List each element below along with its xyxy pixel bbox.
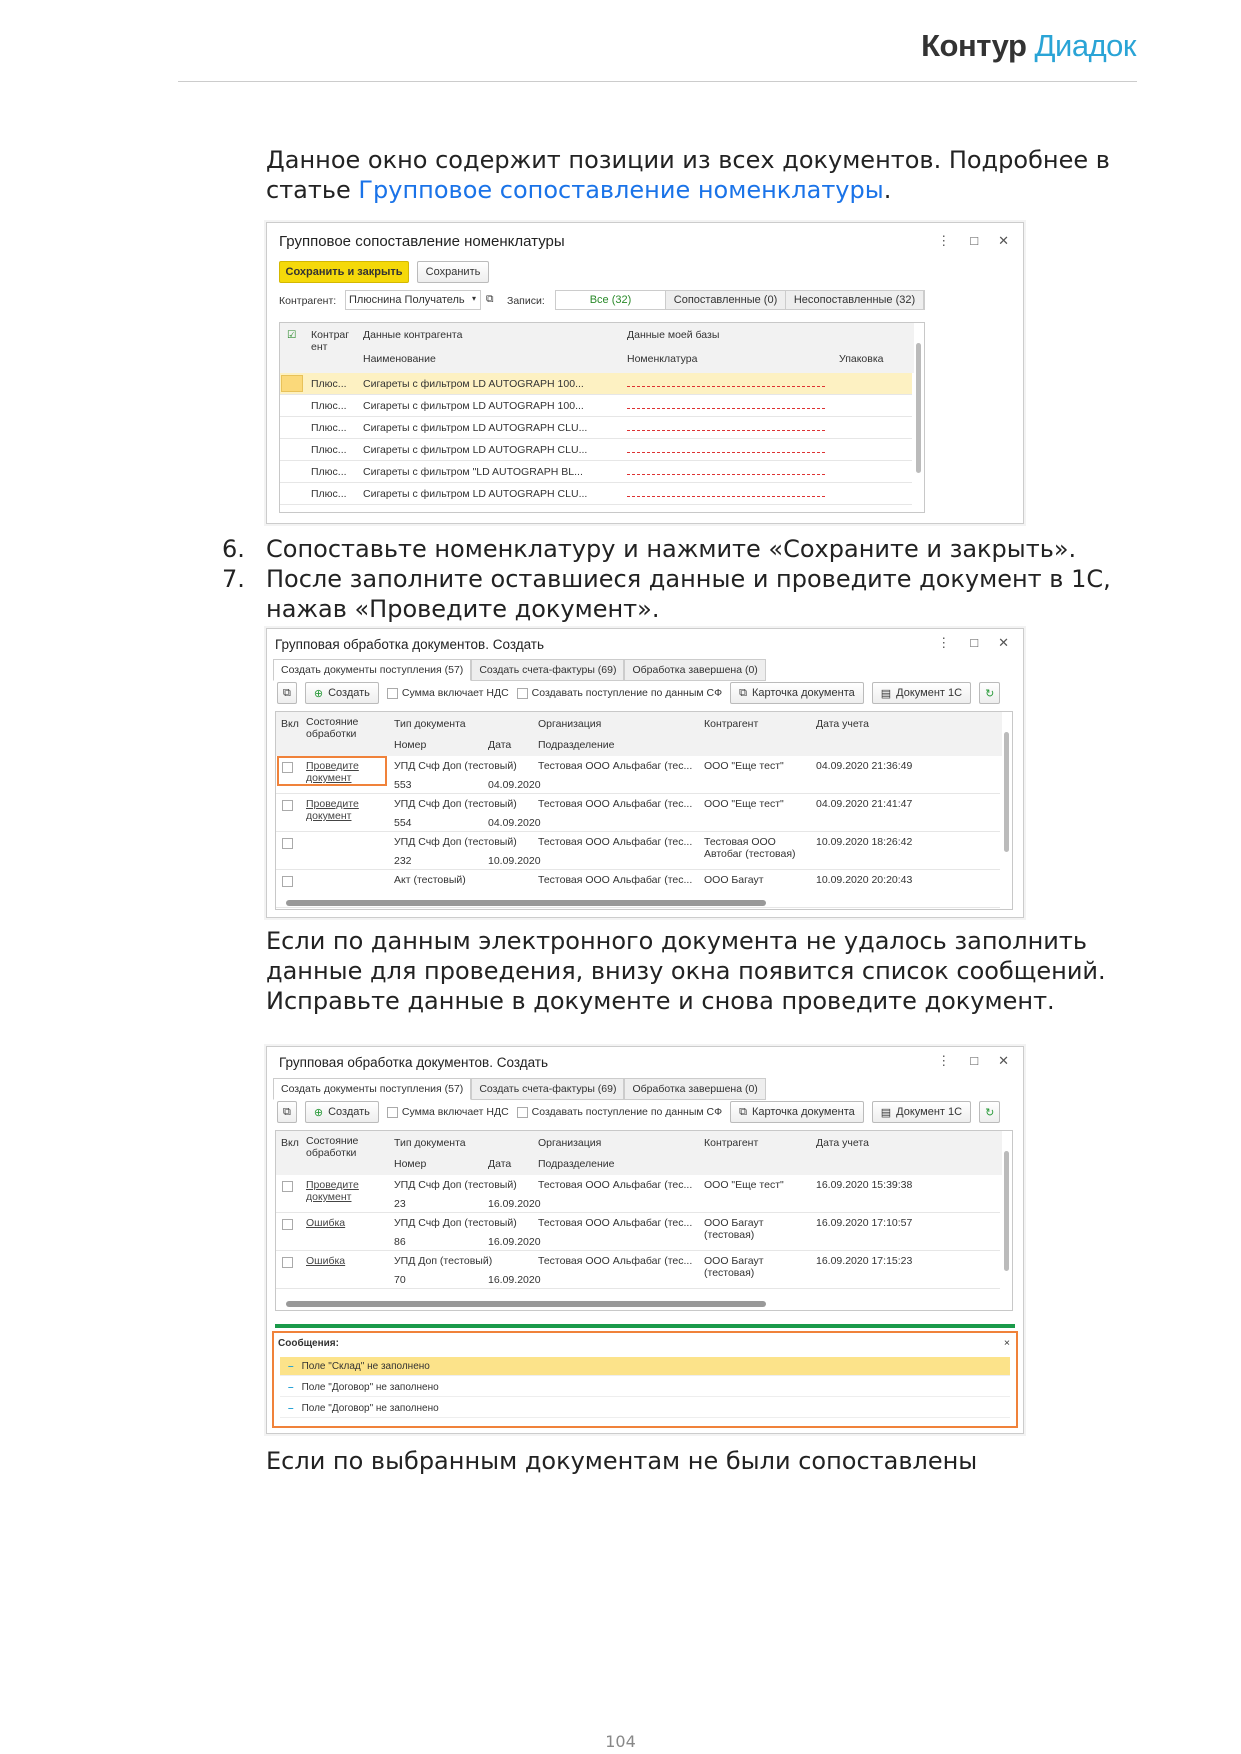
col-kontr: Контраг ент <box>311 329 350 353</box>
col-type: Тип документа <box>394 1137 466 1149</box>
col-kontr: Контрагент <box>704 1137 759 1149</box>
doc-type: УПД Счф Доп (тестовый) <box>394 798 517 810</box>
accounting-date: 04.09.2020 21:36:49 <box>816 760 913 772</box>
window-title: Групповая обработка документов. Создать <box>279 1055 549 1070</box>
intro-paragraph: Данное окно содержит позиции из всех документов. Подробнее в статье Групповое сопоставление номенклатуры. <box>266 146 1110 204</box>
doc-number: 553 <box>394 779 412 791</box>
save-and-close-button[interactable]: Сохранить и закрыть <box>279 261 409 283</box>
by-sf-label: Создавать поступление по данным СФ <box>531 1106 723 1118</box>
tab-2[interactable]: Обработка завершена (0) <box>624 1078 765 1100</box>
document-icon: ▤ <box>880 687 892 700</box>
accounting-date: 10.09.2020 18:26:42 <box>816 836 913 848</box>
col-org: Организация <box>538 1137 602 1149</box>
table-row[interactable] <box>276 1213 1000 1251</box>
filter-matched[interactable]: Сопоставленные (0) <box>666 291 786 309</box>
tab-2[interactable]: Обработка завершена (0) <box>624 659 765 681</box>
dash-icon: – <box>288 1360 294 1372</box>
organization: Тестовая ООО Альфабаг (тес... <box>538 836 693 848</box>
messages-title: Сообщения: <box>278 1338 339 1349</box>
document-card-button[interactable] <box>730 1101 864 1123</box>
doc-number: 232 <box>394 855 412 867</box>
vat-label: Сумма включает НДС <box>401 687 509 699</box>
highlight-frame <box>277 756 387 786</box>
toolbar <box>277 1100 1015 1124</box>
close-icon[interactable]: ✕ <box>998 635 1009 650</box>
toolbar <box>277 681 1015 705</box>
table-row[interactable] <box>276 1175 1000 1213</box>
create-label: Создать <box>328 1106 370 1118</box>
doc-date: 04.09.2020 <box>488 779 541 791</box>
doc-type: Акт (тестовый) <box>394 874 466 886</box>
create-button[interactable] <box>305 1101 379 1123</box>
state-link[interactable]: Проведите документ <box>306 1179 359 1203</box>
close-icon[interactable]: ✕ <box>998 233 1009 248</box>
row-name: Сигареты с фильтром LD AUTOGRAPH CLU... <box>363 444 588 456</box>
col-date: Дата <box>488 1158 512 1170</box>
col-num: Номер <box>394 739 427 751</box>
col-name: Наименование <box>363 353 436 365</box>
filter-unmatched[interactable]: Несопоставленные (32) <box>786 291 924 309</box>
organization: Тестовая ООО Альфабаг (тес... <box>538 1217 693 1229</box>
tab-0[interactable]: Создать документы поступления (57) <box>273 659 471 681</box>
include-checkbox[interactable] <box>282 800 293 811</box>
col-acc: Дата учета <box>816 718 869 730</box>
by-sf-option[interactable] <box>517 1106 722 1118</box>
row-kontr: Плюс... <box>311 378 347 390</box>
empty-nomenclature-field[interactable] <box>627 496 825 497</box>
table-row[interactable] <box>280 395 912 417</box>
col-pack: Упаковка <box>839 353 884 365</box>
accounting-date: 04.09.2020 21:41:47 <box>816 798 913 810</box>
table-row[interactable] <box>280 461 912 483</box>
accounting-date: 10.09.2020 20:20:43 <box>816 874 913 886</box>
maximize-icon[interactable]: □ <box>970 1053 979 1068</box>
doc-type: УПД Счф Доп (тестовый) <box>394 760 517 772</box>
check-all-icon[interactable]: ☑ <box>287 329 297 341</box>
more-icon[interactable]: ⋮ <box>937 233 951 248</box>
table-row[interactable] <box>280 439 912 461</box>
window-title: Групповая обработка документов. Создать <box>275 637 545 652</box>
include-checkbox[interactable] <box>282 1181 293 1192</box>
include-checkbox[interactable] <box>282 1219 293 1230</box>
document-icon: ▤ <box>880 1106 892 1119</box>
by-sf-option[interactable] <box>517 687 722 699</box>
col-org: Организация <box>538 718 602 730</box>
records-label: Записи: <box>507 295 545 307</box>
organization: Тестовая ООО Альфабаг (тес... <box>538 1179 693 1191</box>
empty-nomenclature-field[interactable] <box>627 452 825 453</box>
table-row[interactable] <box>280 417 912 439</box>
nomenclature-matching-window <box>266 222 1024 524</box>
counterparty: ООО "Еще тест" <box>704 798 784 810</box>
organization: Тестовая ООО Альфабаг (тес... <box>538 874 693 886</box>
col-nomenclature: Номенклатура <box>627 353 698 365</box>
selected-cell[interactable] <box>281 375 303 392</box>
empty-nomenclature-field[interactable] <box>627 430 825 431</box>
counterparty: ООО Багаут <box>704 874 764 886</box>
col-on: Вкл <box>281 1137 299 1149</box>
kontur-diadoc-logo: Контур Диадок <box>921 28 1136 63</box>
row-name: Сигареты с фильтром LD AUTOGRAPH 100... <box>363 400 584 412</box>
open-icon: ⧉ <box>739 1105 747 1118</box>
paragraph-messages: Если по данным электронного документа не удалось заполнить данные для проведения, внизу окна появится список сообщений. Исправьте данные в документе и снова проведите документ. <box>266 927 1106 1015</box>
row-kontr: Плюс... <box>311 488 347 500</box>
group-processing-window <box>266 628 1024 918</box>
doc-date: 10.09.2020 <box>488 855 541 867</box>
col-state: Состояние обработки <box>306 716 359 740</box>
document-1c-button[interactable] <box>872 682 971 704</box>
close-messages-icon[interactable]: × <box>1003 1337 1010 1349</box>
table-row[interactable] <box>280 373 912 395</box>
maximize-icon[interactable]: □ <box>970 233 979 248</box>
row-kontr: Плюс... <box>311 466 347 478</box>
vertical-scrollbar[interactable] <box>1004 732 1009 852</box>
col-type: Тип документа <box>394 718 466 730</box>
col-num: Номер <box>394 1158 427 1170</box>
doc-type: УПД Счф Доп (тестовый) <box>394 1179 517 1191</box>
by-sf-checkbox[interactable] <box>517 688 528 699</box>
plus-circle-icon: ⊕ <box>313 687 324 700</box>
counterparty: ООО Багаут (тестовая) <box>704 1255 764 1279</box>
nomenclature-table <box>279 322 925 513</box>
counterparty: ООО "Еще тест" <box>704 1179 784 1191</box>
col-date: Дата <box>488 739 512 751</box>
close-icon[interactable]: ✕ <box>998 1053 1009 1068</box>
organization: Тестовая ООО Альфабаг (тес... <box>538 760 693 772</box>
counterparty-label: Контрагент: <box>279 295 337 307</box>
page-number: 104 <box>605 1732 636 1751</box>
state-link[interactable]: Проведите документ <box>306 760 359 784</box>
empty-nomenclature-field[interactable] <box>627 386 825 387</box>
more-icon[interactable]: ⋮ <box>937 635 951 650</box>
table-row[interactable] <box>276 1251 1000 1289</box>
doc-number: 23 <box>394 1198 406 1210</box>
doc1c-label: Документ 1С <box>896 687 963 699</box>
by-sf-label: Создавать поступление по данным СФ <box>531 687 723 699</box>
doc-number: 554 <box>394 817 412 829</box>
horizontal-scrollbar[interactable] <box>286 900 766 906</box>
empty-nomenclature-field[interactable] <box>627 474 825 475</box>
organization: Тестовая ООО Альфабаг (тес... <box>538 1255 693 1267</box>
col-dept: Подразделение <box>538 1158 615 1170</box>
doc-type: УПД Счф Доп (тестовый) <box>394 1217 517 1229</box>
tabs <box>273 659 766 681</box>
tabs <box>273 1078 766 1100</box>
empty-nomenclature-field[interactable] <box>627 408 825 409</box>
card-label: Карточка документа <box>751 1106 855 1118</box>
counterparty-field[interactable]: Плюснина Получатель ▾ <box>345 290 481 310</box>
open-icon: ⧉ <box>739 686 747 699</box>
vat-option[interactable] <box>387 687 509 699</box>
maximize-icon[interactable]: □ <box>970 635 979 650</box>
organization: Тестовая ООО Альфабаг (тес... <box>538 798 693 810</box>
horizontal-scrollbar[interactable] <box>286 1301 766 1307</box>
group-processing-window-messages <box>266 1046 1024 1434</box>
state-link[interactable]: Проведите документ <box>306 798 359 822</box>
create-button[interactable] <box>305 682 379 704</box>
doc-number: 86 <box>394 1236 406 1248</box>
row-name: Сигареты с фильтром "LD AUTOGRAPH BL... <box>363 466 583 478</box>
by-sf-checkbox[interactable] <box>517 1107 528 1118</box>
header-divider <box>178 81 1137 82</box>
vat-label: Сумма включает НДС <box>401 1106 509 1118</box>
message-item[interactable]: – Поле "Договор" не заполнено <box>280 1399 1010 1418</box>
doc-type: УПД Доп (тестовый) <box>394 1255 493 1267</box>
accounting-date: 16.09.2020 15:39:38 <box>816 1179 913 1191</box>
doc-date: 04.09.2020 <box>488 817 541 829</box>
doc1c-label: Документ 1С <box>896 1106 963 1118</box>
message-item[interactable]: – Поле "Договор" не заполнено <box>280 1378 1010 1397</box>
document-1c-button[interactable] <box>872 1101 971 1123</box>
include-checkbox[interactable] <box>282 838 293 849</box>
include-checkbox[interactable] <box>282 876 293 887</box>
col-group-mybase: Данные моей базы <box>627 329 720 341</box>
doc-date: 16.09.2020 <box>488 1198 541 1210</box>
vat-checkbox[interactable] <box>387 688 398 699</box>
col-state: Состояние обработки <box>306 1135 359 1159</box>
dash-icon: – <box>288 1381 294 1393</box>
counterparty: Тестовая ООО Автобаг (тестовая) <box>704 836 796 860</box>
dash-icon: – <box>288 1402 294 1414</box>
doc-type: УПД Счф Доп (тестовый) <box>394 836 517 848</box>
vat-option[interactable] <box>387 1106 509 1118</box>
row-name: Сигареты с фильтром LD AUTOGRAPH 100... <box>363 378 584 390</box>
plus-circle-icon: ⊕ <box>313 1106 324 1119</box>
step-7: 7. После заполните оставшиеся данные и проведите документ в 1С, нажав «Проведите документ». <box>222 565 1111 623</box>
more-icon[interactable]: ⋮ <box>937 1053 951 1068</box>
paragraph-unmatched: Если по выбранным документам не были сопоставлены <box>266 1447 978 1475</box>
row-kontr: Плюс... <box>311 444 347 456</box>
doc-date: 16.09.2020 <box>488 1236 541 1248</box>
open-icon[interactable]: ⧉ <box>486 293 494 305</box>
message-item[interactable]: – Поле "Склад" не заполнено <box>280 1357 1010 1376</box>
records-filter[interactable] <box>555 290 925 310</box>
col-dept: Подразделение <box>538 739 615 751</box>
window-title: Групповое сопоставление номенклатуры <box>279 233 565 250</box>
step-6: 6. Сопоставьте номенклатуру и нажмите «Сохраните и закрыть». <box>222 535 1077 563</box>
accounting-date: 16.09.2020 17:10:57 <box>816 1217 913 1229</box>
table-row[interactable] <box>276 794 1000 832</box>
vat-checkbox[interactable] <box>387 1107 398 1118</box>
splitter[interactable] <box>275 1324 1015 1328</box>
doc-date: 16.09.2020 <box>488 1274 541 1286</box>
dropdown-icon[interactable]: ▾ <box>471 294 476 303</box>
create-label: Создать <box>328 687 370 699</box>
copy-button[interactable]: ⧉ <box>277 682 297 704</box>
refresh-button[interactable]: ↻ <box>979 1101 1000 1123</box>
filter-all[interactable]: Все (32) <box>556 291 666 309</box>
table-row[interactable] <box>276 832 1000 870</box>
include-checkbox[interactable] <box>282 1257 293 1268</box>
documents-table <box>275 1130 1013 1311</box>
document-card-button[interactable] <box>730 682 864 704</box>
tab-0[interactable]: Создать документы поступления (57) <box>273 1078 471 1100</box>
article-link[interactable]: Групповое сопоставление номенклатуры <box>358 176 884 204</box>
row-name: Сигареты с фильтром LD AUTOGRAPH CLU... <box>363 488 588 500</box>
table-row[interactable] <box>276 756 1000 794</box>
tab-1[interactable]: Создать счета-фактуры (69) <box>471 659 624 681</box>
row-name: Сигареты с фильтром LD AUTOGRAPH CLU... <box>363 422 588 434</box>
doc-number: 70 <box>394 1274 406 1286</box>
save-button[interactable]: Сохранить <box>417 261 489 283</box>
messages-panel <box>272 1331 1018 1428</box>
vertical-scrollbar[interactable] <box>1004 1151 1009 1271</box>
copy-button[interactable]: ⧉ <box>277 1101 297 1123</box>
col-kontr: Контрагент <box>704 718 759 730</box>
state-link[interactable]: Ошибка <box>306 1255 346 1267</box>
accounting-date: 16.09.2020 17:15:23 <box>816 1255 913 1267</box>
documents-table <box>275 711 1013 910</box>
col-on: Вкл <box>281 718 299 730</box>
vertical-scrollbar[interactable] <box>916 343 921 473</box>
counterparty: ООО Багаут (тестовая) <box>704 1217 764 1241</box>
row-kontr: Плюс... <box>311 422 347 434</box>
refresh-button[interactable]: ↻ <box>979 682 1000 704</box>
card-label: Карточка документа <box>751 687 855 699</box>
col-acc: Дата учета <box>816 1137 869 1149</box>
row-kontr: Плюс... <box>311 400 347 412</box>
tab-1[interactable]: Создать счета-фактуры (69) <box>471 1078 624 1100</box>
col-group-counterparty: Данные контрагента <box>363 329 463 341</box>
table-row[interactable] <box>280 483 912 505</box>
state-link[interactable]: Ошибка <box>306 1217 346 1229</box>
counterparty: ООО "Еще тест" <box>704 760 784 772</box>
